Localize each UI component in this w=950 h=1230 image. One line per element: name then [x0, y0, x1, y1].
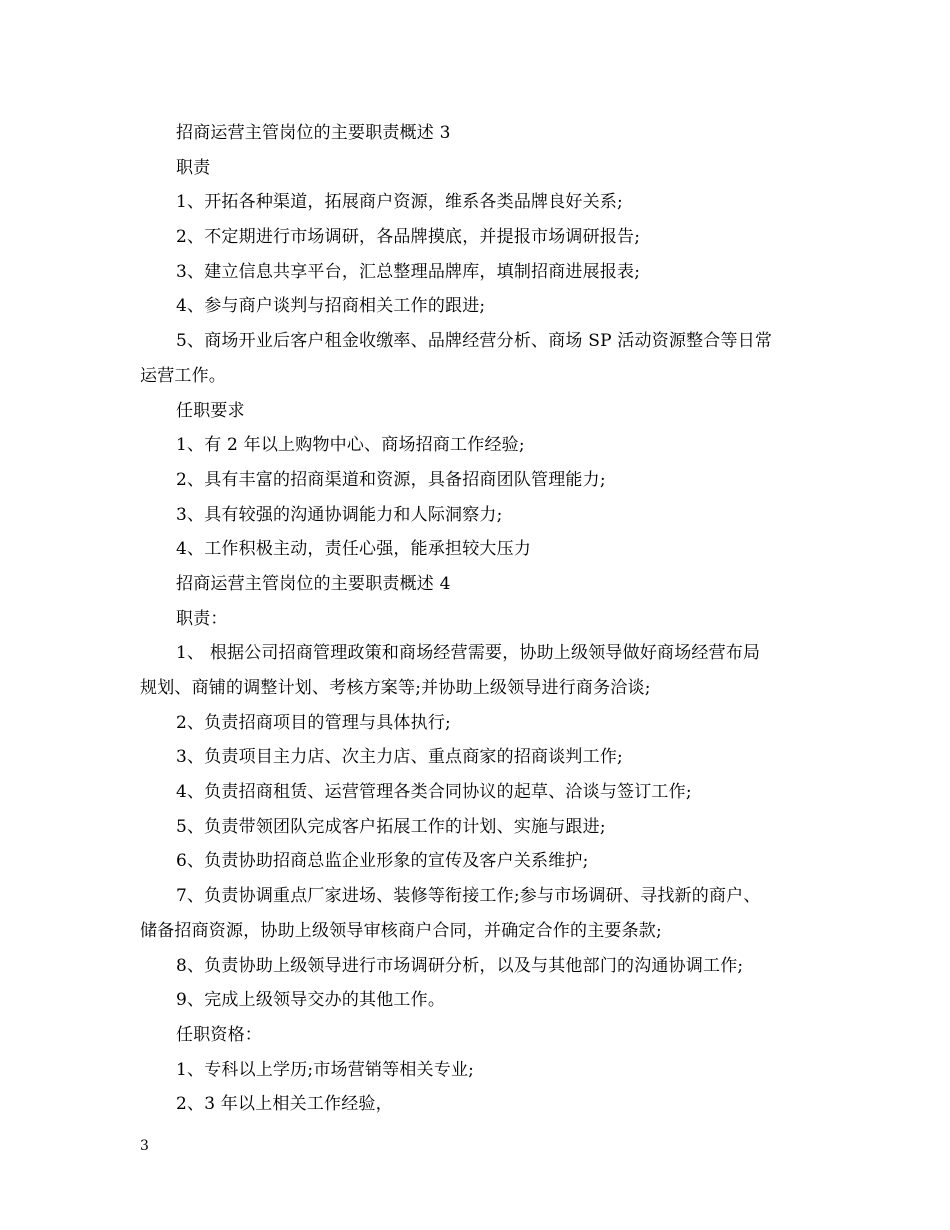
paragraph-line: 运营工作。 — [140, 365, 226, 386]
paragraph-line: 3、负责项目主力店、次主力店、重点商家的招商谈判工作; — [176, 747, 623, 768]
document-body — [140, 116, 820, 1122]
paragraph-line: 7、负责协调重点厂家进场、装修等衔接工作;参与市场调研、寻找新的商户、 — [176, 886, 761, 907]
paragraph-line: 1、专科以上学历;市场营销等相关专业; — [176, 1059, 475, 1080]
paragraph-line: 6、负责协助招商总监企业形象的宣传及客户关系维护; — [176, 851, 589, 872]
paragraph-line: 1、 根据公司招商管理政策和商场经营需要，协助上级领导做好商场经营布局 — [176, 643, 761, 664]
section-heading-4: 招商运营主管岗位的主要职责概述 4 — [176, 573, 451, 594]
paragraph-line: 9、完成上级领导交办的其他工作。 — [176, 990, 446, 1011]
subheading-duties: 职责 — [176, 157, 211, 178]
paragraph-line: 3、具有较强的沟通协调能力和人际洞察力; — [176, 504, 503, 525]
paragraph-line: 2、不定期进行市场调研，各品牌摸底，并提报市场调研报告; — [176, 227, 641, 248]
page-number: 3 — [140, 1138, 149, 1154]
subheading-requirements: 任职要求 — [176, 400, 245, 421]
paragraph-line: 3、建立信息共享平台，汇总整理品牌库，填制招商进展报表; — [176, 261, 641, 282]
subheading-duties: 职责： — [176, 608, 228, 629]
paragraph-line: 1、有 2 年以上购物中心、商场招商工作经验; — [176, 435, 525, 456]
subheading-qualifications: 任职资格： — [176, 1024, 262, 1045]
paragraph-line: 5、商场开业后客户租金收缴率、品牌经营分析、商场 SP 活动资源整合等日常 — [176, 331, 773, 352]
paragraph-line: 4、参与商户谈判与招商相关工作的跟进; — [176, 296, 486, 317]
paragraph-line: 8、负责协助上级领导进行市场调研分析，以及与其他部门的沟通协调工作; — [176, 955, 744, 976]
paragraph-line: 2、具有丰富的招商渠道和资源，具备招商团队管理能力; — [176, 469, 606, 490]
paragraph-line: 5、负责带领团队完成客户拓展工作的计划、实施与跟进; — [176, 816, 606, 837]
paragraph-line: 2、负责招商项目的管理与具体执行; — [176, 712, 451, 733]
paragraph-line: 4、工作积极主动，责任心强，能承担较大压力 — [176, 539, 532, 560]
paragraph-line: 规划、商铺的调整计划、考核方案等;并协助上级领导进行商务洽谈; — [140, 678, 651, 698]
section-heading-3: 招商运营主管岗位的主要职责概述 3 — [176, 123, 451, 143]
paragraph-line: 2、3 年以上相关工作经验， — [176, 1094, 393, 1115]
paragraph-line: 储备招商资源，协助上级领导审核商户合同，并确定合作的主要条款; — [140, 920, 662, 941]
paragraph-line: 4、负责招商租赁、运营管理各类合同协议的起草、洽谈与签订工作; — [176, 782, 692, 803]
paragraph-line: 1、开拓各种渠道，拓展商户资源，维系各类品牌良好关系; — [176, 192, 623, 213]
